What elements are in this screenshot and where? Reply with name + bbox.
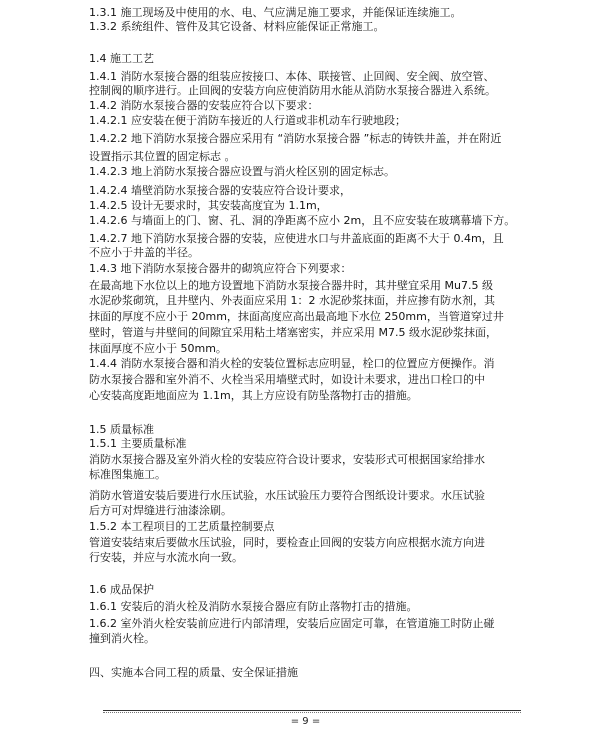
text-line: 1.5 质量标准 <box>89 423 154 436</box>
text-line: 1.4.2.4 墙壁消防水泵接合器的安装应符合设计要求， <box>89 184 351 197</box>
text-line: 四、实施本合同工程的质量、安全保证措施 <box>89 666 298 679</box>
text-line: 1.4 施工工艺 <box>89 52 154 65</box>
text-line: 1.6.1 安装后的消火栓及消防水泵接合器应有防止落物打击的措施。 <box>89 600 418 613</box>
text-line: 1.4.2 消防水泵接合器的安装应符合以下要求： <box>89 99 319 112</box>
text-line: 不应小于井盖的半径。 <box>89 246 199 259</box>
text-line: 1.6 成品保护 <box>89 583 154 596</box>
text-line: 1.3.2 系统组件、管件及其它设备、材料应能保证正常施工。 <box>89 20 385 33</box>
text-line: 后方可对焊缝进行油漆涂刷。 <box>89 504 232 517</box>
text-line: 1.6.2 室外消火栓安装前应进行内部清理，安装后应固定可靠，在管道施工时防止碰 <box>89 617 495 630</box>
text-line: 1.4.2.5 设计无要求时，其安装高度宜为 1.1m， <box>89 199 328 212</box>
page-number: = 9 = <box>290 716 321 727</box>
text-line: 1.5.2 本工程项目的工艺质量控制要点 <box>89 520 275 533</box>
text-line: 心安装高度距地面应为 1.1m，其上方应设有防坠落物打击的措施。 <box>89 389 418 402</box>
text-line: 1.4.2.2 地下消防水泵接合器应采用有 “消防水泵接合器 ”标志的铸铁井盖，并在附近 <box>89 132 502 145</box>
text-line: 1.4.2.6 与墙面上的门、窗、孔、洞的净距离不应小 2m，且不应安装在玻璃幕墙下方。 <box>89 214 516 227</box>
text-line: 设置指示其位置的固定标志 。 <box>89 150 236 163</box>
text-line: 抹面的厚度不应小于 20mm，抹面高度应高出最高地下水位 250mm，当管道穿过井 <box>89 310 504 323</box>
footer-divider <box>103 710 521 711</box>
footer-divider-dotted <box>103 712 521 713</box>
text-line: 消防水泵接合器及室外消火栓的安装应符合设计要求，安装形式可根据国家给排水 <box>89 453 485 466</box>
text-line: 防水泵接合器和室外消不、火栓当采用墙壁式时，如设计未要求，进出口栓口的中 <box>89 373 485 386</box>
text-line: 抹面厚度不应小于 50mm。 <box>89 342 227 355</box>
text-line: 标准图集施工。 <box>89 468 166 481</box>
text-line: 1.4.1 消防水泵接合器的组装应按接口、本体、联接管、止回阀、安全阀、放空管、 <box>89 70 495 83</box>
text-line: 1.4.2.3 地上消防水泵接合器应设置与消火栓区别的固定标志。 <box>89 165 395 178</box>
text-line: 控制阀的顺序进行。止回阀的安装方向应使消防用水能从消防水泵接合器进入系统。 <box>89 84 496 97</box>
text-line: 1.4.3 地下消防水泵接合器井的砌筑应符合下列要求： <box>89 262 352 275</box>
text-line: 1.4.2.1 应安装在便于消防车接近的人行道或非机动车行驶地段； <box>89 114 406 127</box>
text-line: 1.5.1 主要质量标准 <box>89 437 187 450</box>
text-line: 1.4.4 消防水泵接合器和消火栓的安装位置标志应明显，栓口的位置应方便操作。消 <box>89 357 495 370</box>
text-line: 撞到消火栓。 <box>89 632 155 645</box>
text-line: 消防水管道安装后要进行水压试验，水压试验压力要符合图纸设计要求。水压试验 <box>89 489 485 502</box>
text-line: 在最高地下水位以上的地方设置地下消防水泵接合器井时，其井壁宜采用 Mu7.5 级 <box>89 279 493 292</box>
text-line: 1.4.2.7 地下消防水泵接合器的安装，应使进水口与井盖底面的距离不大于 0.4m，且 <box>89 232 504 245</box>
text-line: 1.3.1 施工现场及中使用的水、电、气应满足施工要求，并能保证连续施工。 <box>89 6 462 19</box>
text-line: 水泥砂浆砌筑，且井壁内、外表面应采用 1：2 水泥砂浆抹面，并应掺有防水剂，其 <box>89 294 495 307</box>
text-line: 行安装，并应与水流水向一致。 <box>89 551 243 564</box>
text-line: 壁时，管道与井壁间的间隙宜采用粘土堵塞密实，并应采用 M7.5 级水泥砂浆抹面， <box>89 326 497 339</box>
text-line: 管道安装结束后要做水压试验，同时，要检查止回阀的安装方向应根据水流方向进 <box>89 536 485 549</box>
